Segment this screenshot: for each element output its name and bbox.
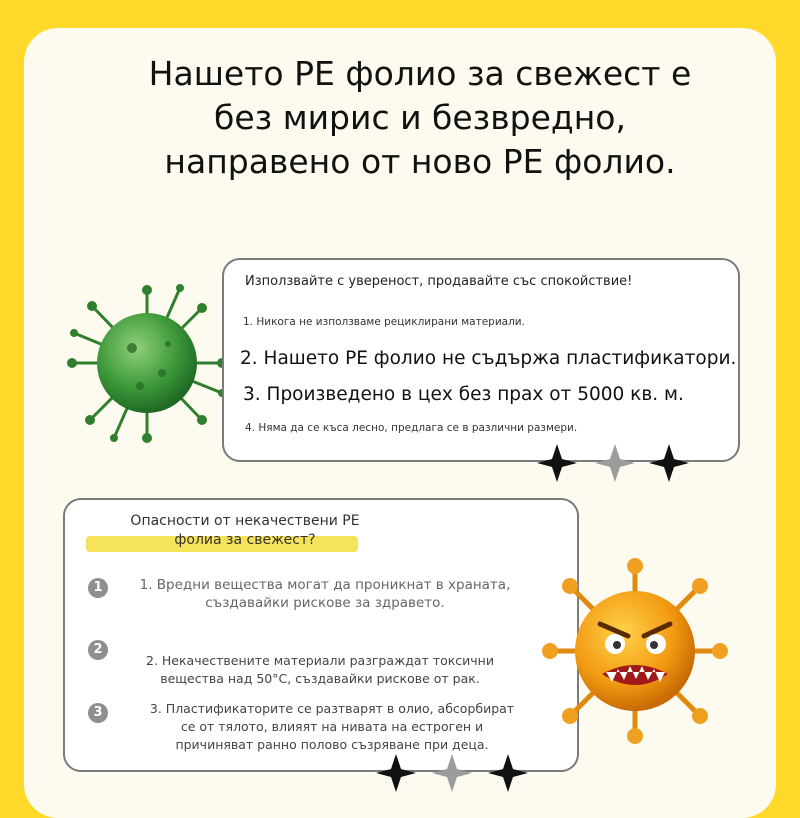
danger-item-2-line-2: вещества над 50°C, създавайки рискове от рак.	[160, 671, 480, 686]
danger-item-1-line-1: 1. Вредни вещества могат да проникнат в храната,	[139, 577, 511, 593]
star-icon	[537, 444, 577, 482]
danger-item-3-line-3: причиняват ранно полово съзряване при деца.	[175, 737, 489, 752]
number-badge-1: 1	[88, 578, 108, 598]
star-icon	[376, 754, 416, 792]
benefits-heading: Използвайте с увереност, продавайте със спокойствие!	[245, 274, 633, 289]
number-badge-2: 2	[88, 640, 108, 660]
danger-title-line-1: Опасности от некачествени PE	[130, 513, 360, 529]
danger-title-line-2: фолиа за свежест?	[174, 532, 316, 548]
star-icon	[432, 754, 472, 792]
headline-line-1: Нашето PE фолио за свежест е	[148, 54, 692, 93]
benefit-item-4: 4. Няма да се къса лесно, предлага се в различни размери.	[245, 422, 578, 434]
benefit-item-1: 1. Никога не използваме рециклирани материали.	[243, 316, 525, 328]
benefit-item-2: 2. Нашето PE фолио не съдържа пластификатори.	[240, 348, 737, 369]
danger-item-1	[110, 576, 540, 612]
danger-item-1-line-2: създавайки рискове за здравето.	[205, 595, 445, 611]
angry-virus-icon	[540, 556, 730, 746]
star-icon	[488, 754, 528, 792]
star-icon	[649, 444, 689, 482]
star-icons-bottom	[374, 750, 534, 796]
green-virus-icon	[62, 278, 232, 448]
headline	[0, 52, 800, 184]
headline-line-2: без мирис и безвредно,	[214, 98, 626, 137]
number-badge-3: 3	[88, 703, 108, 723]
danger-item-3-line-1: 3. Пластификаторите се разтварят в олио, абсорбират	[149, 701, 515, 716]
danger-item-2-line-1: 2. Некачествените материали разграждат токсични	[146, 653, 494, 668]
danger-item-2	[110, 652, 530, 688]
headline-line-3: направено от ново PE фолио.	[164, 142, 676, 181]
benefit-item-3: 3. Произведено в цех без прах от 5000 кв. м.	[243, 384, 684, 405]
danger-item-3-line-2: се от тялото, влияят на нивата на естроген и	[180, 719, 484, 734]
danger-title	[110, 512, 380, 550]
danger-item-3	[112, 700, 552, 754]
star-icon	[595, 444, 635, 482]
star-icons-top	[535, 440, 695, 486]
